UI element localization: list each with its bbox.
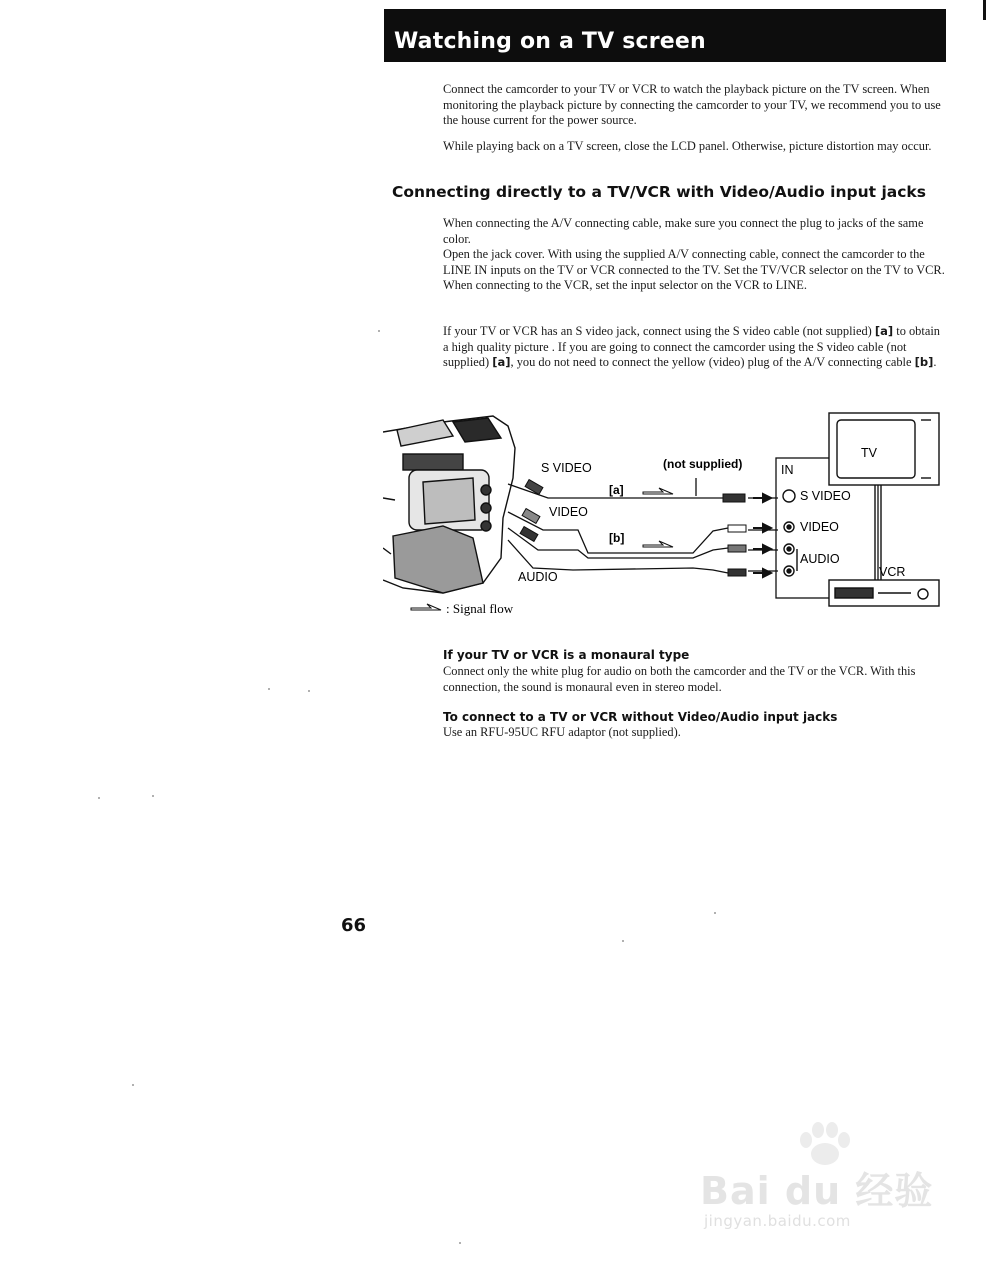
note-text-monaural: Connect only the white plug for audio on both the camcorder and the TV or the VCR. With this connection, the sound is monaural even in stereo model.: [443, 664, 916, 694]
watermark-logo: Bai du 经验: [700, 1169, 934, 1213]
scan-speck: [459, 1242, 461, 1244]
scan-speck: [378, 330, 380, 332]
section-heading: Connecting directly to a TV/VCR with Video/Audio input jacks: [392, 183, 926, 201]
intro-paragraph-2: While playing back on a TV screen, close the LCD panel. Otherwise, picture distortion may occur.: [443, 139, 932, 153]
signal-flow-arrows: [643, 488, 673, 547]
label-not-supplied: (not supplied): [663, 457, 743, 471]
note-heading-monaural: If your TV or VCR is a monaural type: [443, 648, 690, 662]
label-b: [b]: [609, 531, 625, 545]
scan-speck: [714, 912, 716, 914]
label-tv: TV: [861, 446, 877, 460]
camcorder-illustration: [383, 416, 515, 593]
ref-b: [b]: [914, 355, 934, 369]
label-a: [a]: [609, 483, 624, 497]
vcr-illustration: [829, 580, 939, 606]
scan-speck: [132, 1084, 134, 1086]
scan-speck: [622, 940, 624, 942]
connection-diagram: [383, 408, 943, 623]
legend-arrow-icon: [411, 604, 441, 610]
section-paragraph-3: If your TV or VCR has an S video jack, connect using the S video cable (not supplied) [a] to obtain a high quality picture . If you are going to connect the camcorder using the S video cable (not supplied) [a], you do not need to connect the yellow (video) plug of the A/V connecting cable [b].: [443, 324, 940, 369]
page-title: Watching on a TV screen: [394, 29, 706, 54]
section-paragraph-2: Open the jack cover. With using the supplied A/V connecting cable, connect the camcorder to the LINE IN inputs on the TV or VCR connected to the TV. Set the TV/VCR selector on the TV to VCR. When connecting to the VCR, set the input selector on the VCR to LINE.: [443, 247, 945, 292]
ref-a: [a]: [492, 355, 511, 369]
page-number: 66: [341, 915, 367, 936]
note-heading-rfu: To connect to a TV or VCR without Video/Audio input jacks: [443, 710, 838, 724]
label-in-audio: AUDIO: [800, 552, 840, 566]
cable-plugs: [520, 480, 746, 576]
scan-speck: [98, 797, 100, 799]
section-paragraph-1: When connecting the A/V connecting cable, make sure you connect the plug to jacks of the same color.: [443, 216, 924, 246]
scan-speck: [268, 688, 270, 690]
label-in-s-video: S VIDEO: [800, 489, 851, 503]
label-signal-flow: : Signal flow: [446, 601, 514, 616]
watermark: [700, 1120, 940, 1240]
scan-speck: [308, 690, 310, 692]
input-jacks: [783, 490, 797, 576]
input-arrows: [753, 494, 771, 577]
page-edge-mark: [983, 0, 986, 20]
label-in-video: VIDEO: [800, 520, 839, 534]
label-vcr: VCR: [879, 565, 906, 579]
watermark-url: jingyan.baidu.com: [704, 1212, 851, 1230]
ref-a: [a]: [874, 324, 894, 338]
title-bar: [384, 9, 946, 62]
note-text-rfu: Use an RFU-95UC RFU adaptor (not supplied).: [443, 725, 681, 739]
scan-speck: [152, 795, 154, 797]
label-video: VIDEO: [549, 505, 588, 519]
label-s-video: S VIDEO: [541, 461, 592, 475]
intro-paragraph-1: Connect the camcorder to your TV or VCR to watch the playback picture on the TV screen. When monitoring the playback picture by connecting the camcorder to your TV, we recommend you to use the house current for the power source.: [443, 82, 941, 127]
label-audio: AUDIO: [518, 570, 558, 584]
label-in: IN: [781, 463, 794, 477]
